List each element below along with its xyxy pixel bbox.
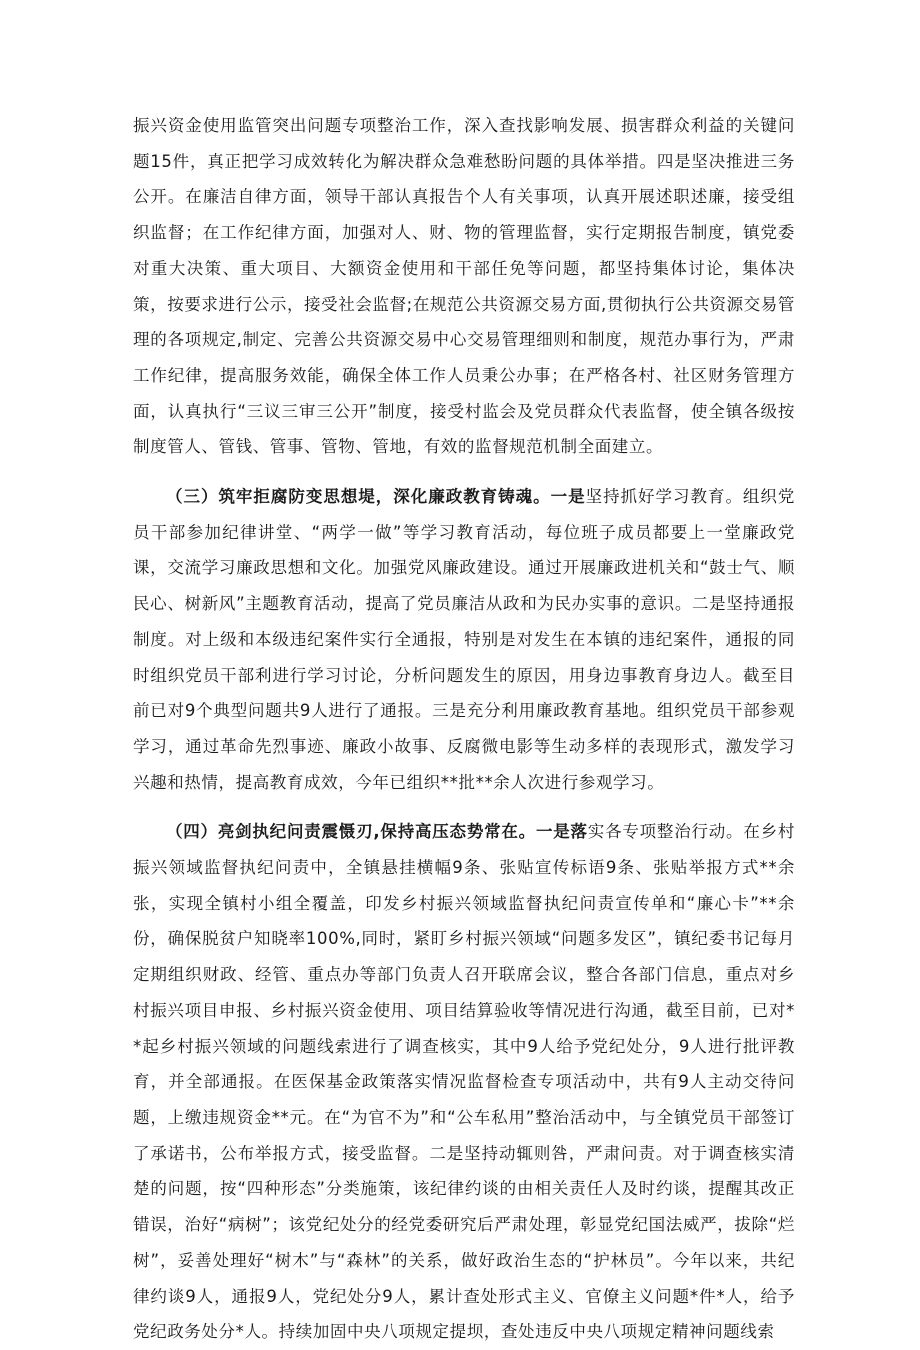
section-heading: （四）亮剑执纪问责震慑刃,保持高压态势常在。 [166,822,536,842]
paragraph-section-3 [133,479,795,800]
paragraph-body: 实各专项整治行动。在乡村振兴领域监督执纪问责中，全镇悬挂横幅9条、张贴宣传标语9条、张贴举报方式**余张，实现全镇村小组全覆盖，印发乡村振兴领域监督执纪问责宣传单和“廉心卡”**余份，确保脱贫户知晓率100%,同时，紧盯乡村振兴领域“问题多发区”，镇纪委书记每月定期组织财政、经管、重点办等部门负责人召开联席会议，整合各部门信息，重点对乡村振兴项目申报、乡村振兴资金使用、项目结算验收等情况进行沟通，截至目前，已对**起乡村振兴领域的问题线索进行了调查核实，其中9人给予党纪处分，9人进行批评教育，并全部通报。在医保基金政策落实情况监督检查专项活动中，共有9人主动交待问题，上缴违规资金**元。在“为官不为”和“公车私用”整治活动中，与全镇党员干部签订了承诺书，公布举报方式，接受监督。二是坚持动辄则咎，严肃问责。对于调查核实清楚的问题，按“四种形态”分类施策，该纪律约谈的由相关责任人及时约谈，提醒其改正错误，治好“病树”；该党纪处分的经党委研究后严肃处理，彰显党纪国法威严，拔除“烂树”，妥善处理好“树木”与“森林”的关系，做好政治生态的“护林员”。今年以来，共纪律约谈9人，通报9人，党纪处分9人，累计查处形式主义、官僚主义问题*件*人，给予党纪政务处分*人。持续加固中央八项规定提坝，查处违反中央八项规定精神问题线索 [133,822,795,1342]
paragraph-section-4 [133,814,795,1350]
paragraph-lead: 一是 [550,487,586,507]
section-heading: （三）筑牢拒腐防变思想堤，深化廉政教育铸魂。 [166,487,551,507]
paragraph-body: 坚持抓好学习教育。组织党员干部参加纪律讲堂、“两学一做”等学习教育活动，每位班子成员都要上一堂廉政党课，交流学习廉政思想和文化。加强党风廉政建设。通过开展廉政进机关和“鼓士气、顺民心、树新风”主题教育活动，提高了党员廉洁从政和为民办实事的意识。二是坚持通报制度。对上级和本级违纪案件实行全通报，特别是对发生在本镇的违纪案件，通报的同时组织党员干部利进行学习讨论，分析问题发生的原因，用身边事教育身边人。截至目前已对9个典型问题共9人进行了通报。三是充分利用廉政教育基地。组织党员干部参观学习，通过革命先烈事迹、廉政小故事、反腐微电影等生动多样的表现形式，激发学习兴趣和热情，提高教育成效，今年已组织**批**余人次进行参观学习。 [133,487,796,792]
paragraph-body: 振兴资金使用监管突出问题专项整治工作，深入查找影响发展、损害群众利益的关键问题15件，真正把学习成效转化为解决群众急难愁盼问题的具体举措。四是坚决推进三务公开。在廉洁自律方面，领导干部认真报告个人有关事项，认真开展述职述廉，接受组织监督；在工作纪律方面，加强对人、财、物的管理监督，实行定期报告制度，镇党委对重大决策、重大项目、大额资金使用和干部任免等问题，都坚持集体讨论，集体决策，按要求进行公示，接受社会监督;在规范公共资源交易方面,贯彻执行公共资源交易管理的各项规定,制定、完善公共资源交易中心交易管理细则和制度，规范办事行为，严肃工作纪律，提高服务效能，确保全体工作人员秉公办事；在严格各村、社区财务管理方面，认真执行“三议三审三公开”制度，接受村监会及党员群众代表监督，使全镇各级按制度管人、管钱、管事、管物、管地，有效的监督规范机制全面建立。 [133,116,795,457]
paragraph-continuation [133,108,795,465]
document-page [133,108,795,1350]
paragraph-lead: 一是落 [535,822,588,842]
